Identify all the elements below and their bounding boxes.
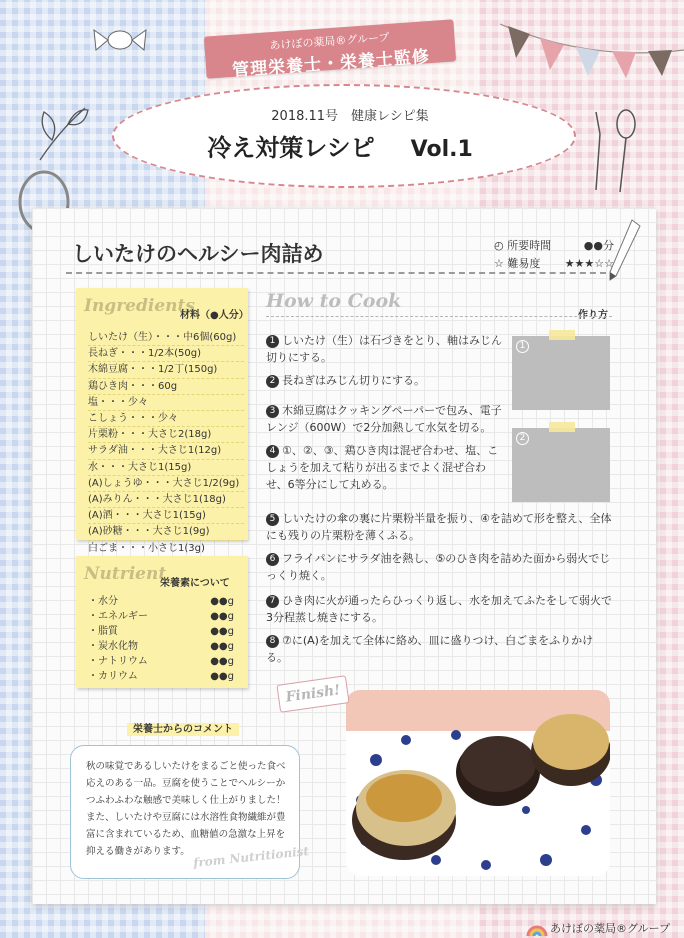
- step-number: 4: [266, 445, 279, 458]
- nutrient-row: [88, 609, 234, 624]
- nutrient-row: [88, 639, 234, 654]
- step-number: 1: [266, 335, 279, 348]
- ingredient-item: 塩・・・少々: [88, 395, 244, 411]
- step-text: ①、②、③、鶏ひき肉は混ぜ合わせ、塩、こしょうを加えて粘りが出るまでよく混ぜ合わせ、6等分にして丸める。: [266, 444, 499, 491]
- page-title: [120, 128, 560, 163]
- brand-logo-icon: [526, 918, 548, 938]
- step-number: 6: [266, 553, 279, 566]
- tape-decoration: [549, 422, 575, 432]
- nutrient-row: [88, 654, 234, 669]
- howto-heading: How to Cook: [266, 290, 402, 312]
- ingredient-item: しいたけ（生）・・・中6個(60g): [88, 330, 244, 346]
- nutrient-value: ●●g: [210, 671, 234, 682]
- clock-icon: ◴: [494, 239, 504, 252]
- difficulty-value: ★★★☆☆: [564, 256, 614, 270]
- nutrient-value: ●●g: [210, 611, 234, 622]
- step-number: 5: [266, 513, 279, 526]
- leaf-icon: [30, 100, 90, 170]
- nutrient-name: ・脂質: [88, 626, 118, 637]
- step-number: 2: [266, 375, 279, 388]
- nutrient-sublabel: 栄養素について: [160, 578, 230, 589]
- step-2: [266, 372, 502, 389]
- step-3: [266, 402, 502, 436]
- time-label: 所要時間: [507, 239, 552, 252]
- step-text: しいたけ（生）は石づきをとり、軸はみじん切りにする。: [266, 334, 502, 364]
- comment-title-text: 栄養士からのコメント: [127, 723, 239, 736]
- tape-decoration: [549, 330, 575, 340]
- finished-dish-photo: [346, 690, 610, 876]
- dish-illustration: [346, 690, 610, 876]
- nutrient-row: [88, 594, 234, 609]
- step-8: [266, 632, 612, 666]
- step-text: しいたけの傘の裏に片栗粉半量を振り、④を詰めて形を整え、全体にも残りの片栗粉を薄くふる。: [266, 512, 612, 542]
- ingredient-item: 木綿豆腐・・・1/2丁(150g): [88, 362, 244, 378]
- candy-icon: [90, 20, 150, 60]
- ingredient-item: (A)しょうゆ・・・大さじ1/2(9g): [88, 476, 244, 492]
- recipe-title: しいたけのヘルシー肉詰め: [72, 242, 324, 266]
- step-5: [266, 510, 612, 544]
- ingredient-item: サラダ油・・・大さじ1(12g): [88, 443, 244, 459]
- nutrient-name: ・水分: [88, 596, 118, 607]
- difficulty-label: 難易度: [507, 257, 541, 270]
- ingredient-item: 鶏ひき肉・・・60g: [88, 379, 244, 395]
- step-6: [266, 550, 612, 584]
- step-number: 8: [266, 635, 279, 648]
- bunting-decoration: [500, 14, 684, 94]
- nutrient-value: ●●g: [210, 641, 234, 652]
- footer-brand: あけぼの薬局®グループ: [550, 922, 671, 935]
- step-text: ひき肉に火が通ったらひっくり返し、水を加えてふたをして弱火で3分程蒸し焼きにする。: [266, 594, 612, 624]
- ingredient-item: (A)砂糖・・・大さじ1(9g): [88, 524, 244, 540]
- nutrient-row: [88, 669, 234, 684]
- ingredients-list: [88, 330, 244, 557]
- ingredient-item: (A)酒・・・大さじ1(15g): [88, 508, 244, 524]
- ingredient-item: 水・・・大さじ1(15g): [88, 460, 244, 476]
- step-7: [266, 592, 612, 626]
- nutrient-list: [88, 594, 234, 684]
- brand-line: あけぼの薬局®グループ: [269, 30, 390, 53]
- nutrient-name: ・エネルギー: [88, 611, 148, 622]
- nutrient-row: [88, 624, 234, 639]
- time-value: ●●分: [583, 239, 614, 252]
- volume-label: Vol.1: [410, 137, 473, 162]
- photo-label: 2: [516, 432, 529, 445]
- step-text: 長ねぎはみじん切りにする。: [282, 374, 425, 387]
- step-text: ⑦に(A)を加えて全体に絡め、皿に盛りつけ、白ごまをふりかける。: [266, 634, 594, 664]
- ingredient-item: こしょう・・・少々: [88, 411, 244, 427]
- nutrient-value: ●●g: [210, 626, 234, 637]
- photo-label: 1: [516, 340, 529, 353]
- ingredient-item: 長ねぎ・・・1/2本(50g): [88, 346, 244, 362]
- spoon-fork-icon: [586, 104, 646, 194]
- finish-label: Finish!: [276, 675, 349, 712]
- step-number: 7: [266, 595, 279, 608]
- title-divider: [66, 272, 606, 274]
- from-nutritionist-label: from Nutritionist: [192, 843, 310, 871]
- supervision-text: 管理栄養士・栄養士監修: [231, 47, 431, 81]
- step-text: 木綿豆腐はクッキングペーパーで包み、電子レンジ（600W）で2分加熱して水気を切る。: [266, 404, 502, 434]
- step-number: 3: [266, 405, 279, 418]
- nutrient-value: ●●g: [210, 596, 234, 607]
- nutrient-name: ・ナトリウム: [88, 656, 148, 667]
- step-4: [266, 442, 502, 493]
- ingredient-item: (A)みりん・・・大さじ1(18g): [88, 492, 244, 508]
- nutrient-name: ・カリウム: [88, 671, 138, 682]
- step-text: フライパンにサラダ油を熱し、⑤のひき肉を詰めた面から弱火でじっくり焼く。: [266, 552, 611, 582]
- nutrient-heading: Nutrient: [84, 564, 167, 584]
- nutrient-name: ・炭水化物: [88, 641, 138, 652]
- issue-line: 2018.11号 健康レシピ集: [271, 109, 429, 124]
- step-1: [266, 332, 502, 366]
- ingredients-sublabel: 材料（●人分）: [180, 310, 249, 321]
- comment-title: [98, 720, 268, 735]
- ingredient-item: 白ごま・・・小さじ1(3g): [88, 541, 244, 557]
- comment-text: 秋の味覚であるしいたけをまるごと使った食べ応えのある一品。豆腐を使うことでヘルシーかつふわふわな触感で美味しく仕上がりました！また、しいたけや豆腐には水溶性食物繊維が豊富に含まれているため、血糖値の急激な上昇を抑える働きがあります。: [86, 761, 286, 857]
- page-title-text: 冷え対策レシピ: [207, 134, 375, 162]
- howto-sublabel: 作り方: [578, 310, 608, 321]
- ingredient-item: 片栗粉・・・大さじ2(18g): [88, 427, 244, 443]
- recipe-meta: [494, 236, 614, 272]
- supervision-banner: [204, 19, 456, 81]
- star-icon: ☆: [494, 257, 504, 270]
- nutrient-value: ●●g: [210, 656, 234, 667]
- howto-divider: [266, 316, 612, 317]
- ingredients-heading: Ingredients: [84, 296, 195, 316]
